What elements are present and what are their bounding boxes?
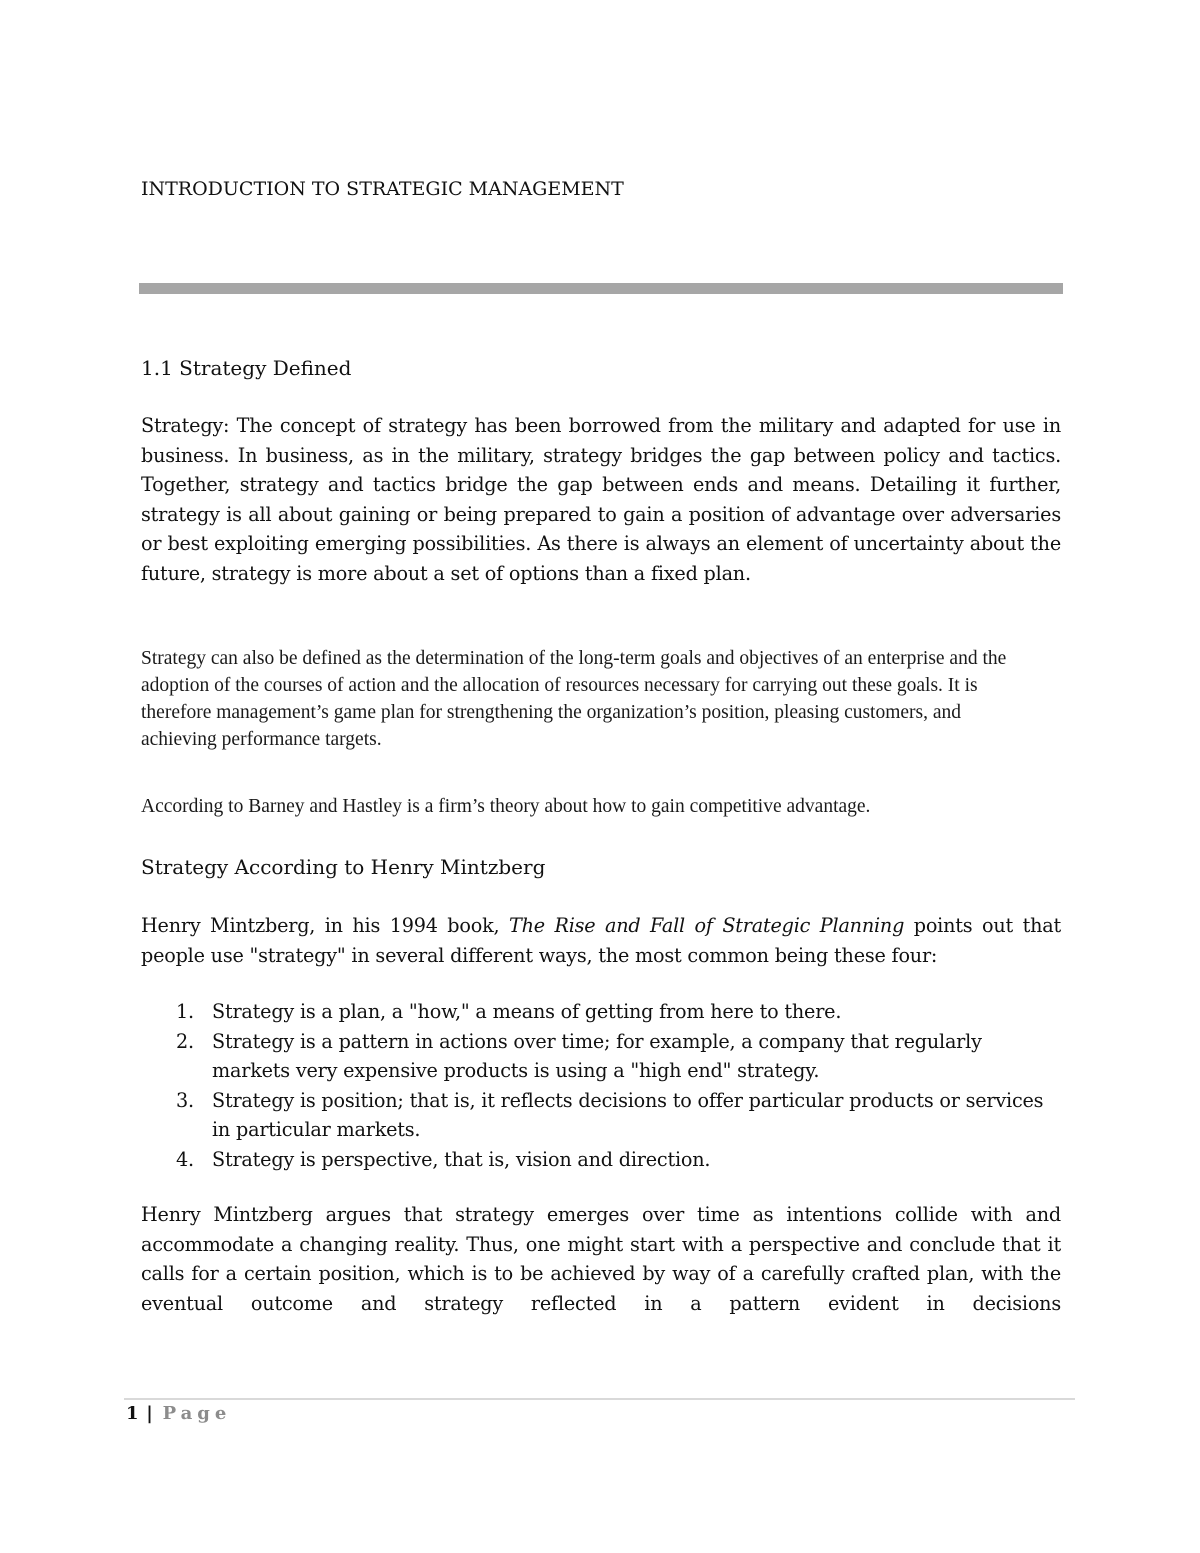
footer-divider <box>124 1398 1075 1400</box>
title-divider <box>139 283 1063 294</box>
book-title: The Rise and Fall of Strategic Planning <box>508 914 905 937</box>
paragraph-long-term-goals: Strategy can also be defined as the determination of the long-term goals and objectives of an enterprise and the adoption of the courses of action and the allocation of resources necessary for carrying out these goals. It is therefore management’s game plan for strengthening the organization’s position, pleasing customers, and achieving performance targets. <box>141 648 1007 750</box>
paragraph-strategy-definition: Strategy: The concept of strategy has been borrowed from the military and adapted for use in business. In business, as in the military, strategy bridges the gap between policy and tactics. Together, strategy and tactics bridge the gap between ends and means. Detailing it further, strategy is all about gaining or being prepared to gain a position of advantage over adversaries or best exploiting emerging possibilities. As there is always an element of uncertainty about the future, strategy is more about a set of options than a fixed plan. <box>141 414 1061 585</box>
list-item <box>141 997 1061 1027</box>
list-item-number: 2. <box>176 1029 194 1053</box>
list-item-text: Strategy is a pattern in actions over time; for example, a company that regularly markets very expensive products is using a "high end" strategy. <box>212 1029 982 1083</box>
list-item-number: 1. <box>176 1000 194 1023</box>
document-title: INTRODUCTION TO STRATEGIC MANAGEMENT <box>141 178 624 200</box>
subheading-mintzberg: Strategy According to Henry Mintzberg <box>141 855 546 879</box>
paragraph-mintzberg-intro-after: points out that people use "strategy" in several different ways, the most common being these four: <box>141 914 1061 967</box>
list-item <box>141 1027 1061 1086</box>
list-item <box>141 1145 1061 1175</box>
paragraph-mintzberg-intro <box>141 911 1061 970</box>
paragraph-mintzberg-intro-before: Henry Mintzberg, in his 1994 book, <box>141 914 509 937</box>
list-item-text: Strategy is perspective, that is, vision and direction. <box>212 1147 711 1171</box>
section-heading: 1.1 Strategy Defined <box>141 356 352 380</box>
page-label: Page <box>162 1403 232 1424</box>
list-item-text: Strategy is position; that is, it reflects decisions to offer particular products or services in particular markets. <box>212 1088 1044 1142</box>
page-footer <box>126 1403 231 1424</box>
list-item-number: 3. <box>176 1088 194 1112</box>
strategy-list <box>141 997 1061 1175</box>
footer-separator: | <box>146 1403 153 1424</box>
paragraph-barney-hastley: According to Barney and Hastley is a firm’s theory about how to gain competitive advantage. <box>141 796 871 817</box>
page-number: 1 <box>126 1403 139 1424</box>
list-item-number: 4. <box>176 1147 194 1171</box>
paragraph-mintzberg-argument: Henry Mintzberg argues that strategy emerges over time as intentions collide with and accommodate a changing reality. Thus, one might start with a perspective and conclude that it calls for a certain position, which is to be achieved by way of a carefully crafted plan, with the eventual outcome and strategy reflected in a pattern evident in decisions <box>141 1203 1061 1315</box>
list-item-text: Strategy is a plan, a "how," a means of getting from here to there. <box>212 1000 842 1023</box>
list-item <box>141 1086 1061 1145</box>
